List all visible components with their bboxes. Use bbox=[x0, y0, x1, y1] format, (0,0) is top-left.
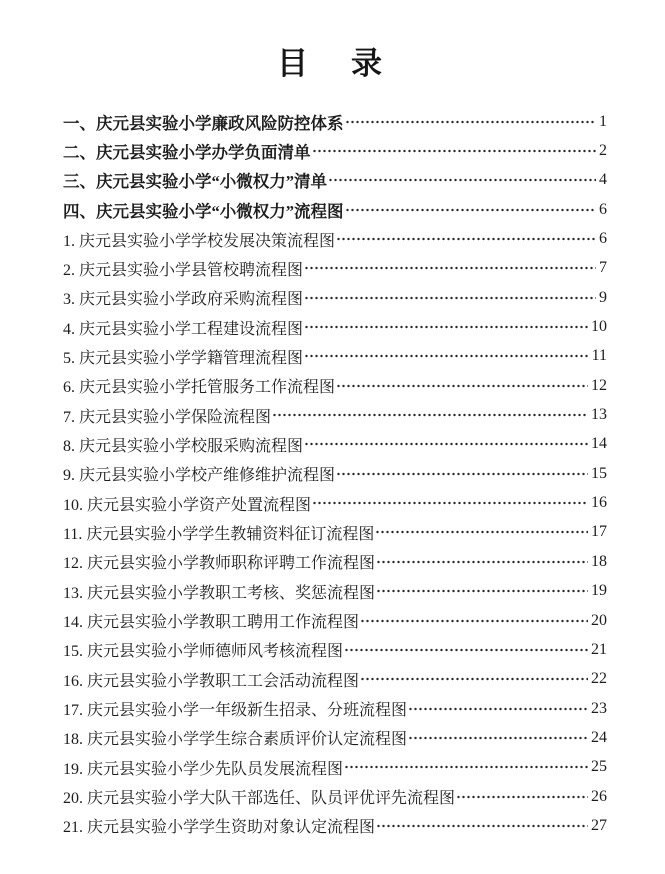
dot-leader bbox=[408, 694, 588, 723]
toc-page-number: 14 bbox=[591, 435, 607, 453]
dot-leader bbox=[360, 606, 588, 635]
toc-entry-label: 11. 庆元县实验小学学生教辅资料征订流程图 bbox=[63, 525, 375, 543]
toc-entry bbox=[63, 811, 607, 840]
toc-entry-label: 2. 庆元县实验小学县管校聘流程图 bbox=[63, 261, 304, 279]
toc-entry-label: 20. 庆元县实验小学大队干部选任、队员评优评先流程图 bbox=[63, 790, 456, 808]
dot-leader bbox=[360, 665, 588, 694]
toc-entry bbox=[63, 606, 607, 635]
dot-leader bbox=[304, 430, 588, 459]
toc-entry-label: 15. 庆元县实验小学师德师风考核流程图 bbox=[63, 643, 344, 661]
toc-entry bbox=[63, 753, 607, 782]
toc-page-number: 7 bbox=[599, 259, 607, 277]
dot-leader bbox=[345, 107, 597, 136]
toc-entry bbox=[63, 166, 607, 195]
dot-leader bbox=[328, 166, 596, 195]
toc-page-number: 27 bbox=[591, 816, 607, 834]
toc-entry-label: 18. 庆元县实验小学学生综合素质评价认定流程图 bbox=[63, 731, 408, 749]
dot-leader bbox=[304, 283, 596, 312]
toc-entry-label: 二、庆元县实验小学办学负面清单 bbox=[63, 143, 311, 163]
toc-entry-label: 3. 庆元县实验小学政府采购流程图 bbox=[63, 291, 304, 309]
dot-leader bbox=[312, 488, 588, 517]
dot-leader bbox=[336, 459, 588, 488]
toc-entry bbox=[63, 254, 607, 283]
dot-leader bbox=[336, 371, 588, 400]
toc-page-number: 9 bbox=[599, 288, 607, 306]
toc-entry bbox=[63, 635, 607, 664]
toc-entry bbox=[63, 312, 607, 341]
toc-page-number: 25 bbox=[591, 758, 607, 776]
dot-leader bbox=[344, 635, 588, 664]
dot-leader bbox=[345, 195, 597, 224]
dot-leader bbox=[456, 782, 588, 811]
toc-page-number: 13 bbox=[591, 406, 607, 424]
toc-page-number: 19 bbox=[591, 582, 607, 600]
toc-page-number: 21 bbox=[591, 640, 607, 658]
toc-entry-label: 10. 庆元县实验小学资产处置流程图 bbox=[63, 496, 312, 514]
toc-entry-label: 16. 庆元县实验小学教职工工会活动流程图 bbox=[63, 672, 360, 690]
dot-leader bbox=[375, 518, 588, 547]
toc-entry bbox=[63, 371, 607, 400]
dot-leader bbox=[304, 254, 596, 283]
toc-entry bbox=[63, 430, 607, 459]
dot-leader bbox=[344, 753, 588, 782]
toc-page-number: 6 bbox=[599, 230, 607, 248]
toc-list bbox=[0, 107, 665, 841]
toc-page-number: 4 bbox=[599, 171, 607, 189]
toc-entry-label: 19. 庆元县实验小学少先队员发展流程图 bbox=[63, 760, 344, 778]
toc-page-number: 16 bbox=[591, 494, 607, 512]
toc-entry bbox=[63, 694, 607, 723]
toc-page-number: 1 bbox=[599, 112, 607, 130]
toc-entry bbox=[63, 518, 607, 547]
toc-entry-label: 一、庆元县实验小学廉政风险防控体系 bbox=[63, 113, 344, 133]
toc-page-number: 20 bbox=[591, 611, 607, 629]
toc-page-number: 17 bbox=[591, 523, 607, 541]
toc-page-number: 12 bbox=[591, 376, 607, 394]
toc-entry bbox=[63, 665, 607, 694]
toc-page-number: 6 bbox=[599, 200, 607, 218]
toc-entry bbox=[63, 723, 607, 752]
toc-entry bbox=[63, 577, 607, 606]
dot-leader bbox=[376, 811, 588, 840]
toc-entry bbox=[63, 342, 607, 371]
dot-leader bbox=[376, 577, 588, 606]
toc-entry-label: 1. 庆元县实验小学学校发展决策流程图 bbox=[63, 232, 336, 250]
toc-entry bbox=[63, 547, 607, 576]
dot-leader bbox=[336, 224, 596, 253]
toc-entry-label: 三、庆元县实验小学“小微权力”清单 bbox=[63, 172, 327, 192]
toc-entry bbox=[63, 488, 607, 517]
toc-entry-label: 四、庆元县实验小学“小微权力”流程图 bbox=[63, 201, 344, 221]
toc-entry-label: 5. 庆元县实验小学学籍管理流程图 bbox=[63, 349, 304, 367]
toc-entry bbox=[63, 400, 607, 429]
toc-page-number: 23 bbox=[591, 699, 607, 717]
toc-page-number: 22 bbox=[591, 670, 607, 688]
toc-entry bbox=[63, 195, 607, 224]
toc-page-number: 18 bbox=[591, 552, 607, 570]
dot-leader bbox=[304, 342, 589, 371]
toc-entry bbox=[63, 136, 607, 165]
toc-entry-label: 9. 庆元县实验小学校产维修维护流程图 bbox=[63, 467, 336, 485]
toc-page-number: 15 bbox=[591, 464, 607, 482]
toc-entry-label: 12. 庆元县实验小学教师职称评聘工作流程图 bbox=[63, 555, 376, 573]
dot-leader bbox=[304, 312, 588, 341]
dot-leader bbox=[376, 547, 588, 576]
toc-entry bbox=[63, 107, 607, 136]
toc-entry bbox=[63, 459, 607, 488]
page-title: 目 录 bbox=[277, 46, 388, 81]
dot-leader bbox=[312, 136, 597, 165]
toc-page-number: 11 bbox=[591, 347, 607, 365]
toc-page-number: 26 bbox=[591, 787, 607, 805]
toc-entry bbox=[63, 782, 607, 811]
toc-entry-label: 13. 庆元县实验小学教职工考核、奖惩流程图 bbox=[63, 584, 376, 602]
toc-entry-label: 4. 庆元县实验小学工程建设流程图 bbox=[63, 320, 304, 338]
toc-entry bbox=[63, 283, 607, 312]
toc-entry-label: 6. 庆元县实验小学托管服务工作流程图 bbox=[63, 379, 336, 397]
dot-leader bbox=[272, 400, 588, 429]
toc-page-number: 10 bbox=[591, 318, 607, 336]
toc-entry-label: 14. 庆元县实验小学教职工聘用工作流程图 bbox=[63, 614, 360, 632]
toc-entry-label: 7. 庆元县实验小学保险流程图 bbox=[63, 408, 272, 426]
toc-entry-label: 8. 庆元县实验小学校服采购流程图 bbox=[63, 437, 304, 455]
toc-page-number: 24 bbox=[591, 728, 607, 746]
toc-entry-label: 17. 庆元县实验小学一年级新生招录、分班流程图 bbox=[63, 702, 408, 720]
toc-entry bbox=[63, 224, 607, 253]
toc-page-number: 2 bbox=[599, 142, 607, 160]
dot-leader bbox=[408, 723, 588, 752]
toc-entry-label: 21. 庆元县实验小学学生资助对象认定流程图 bbox=[63, 819, 376, 837]
